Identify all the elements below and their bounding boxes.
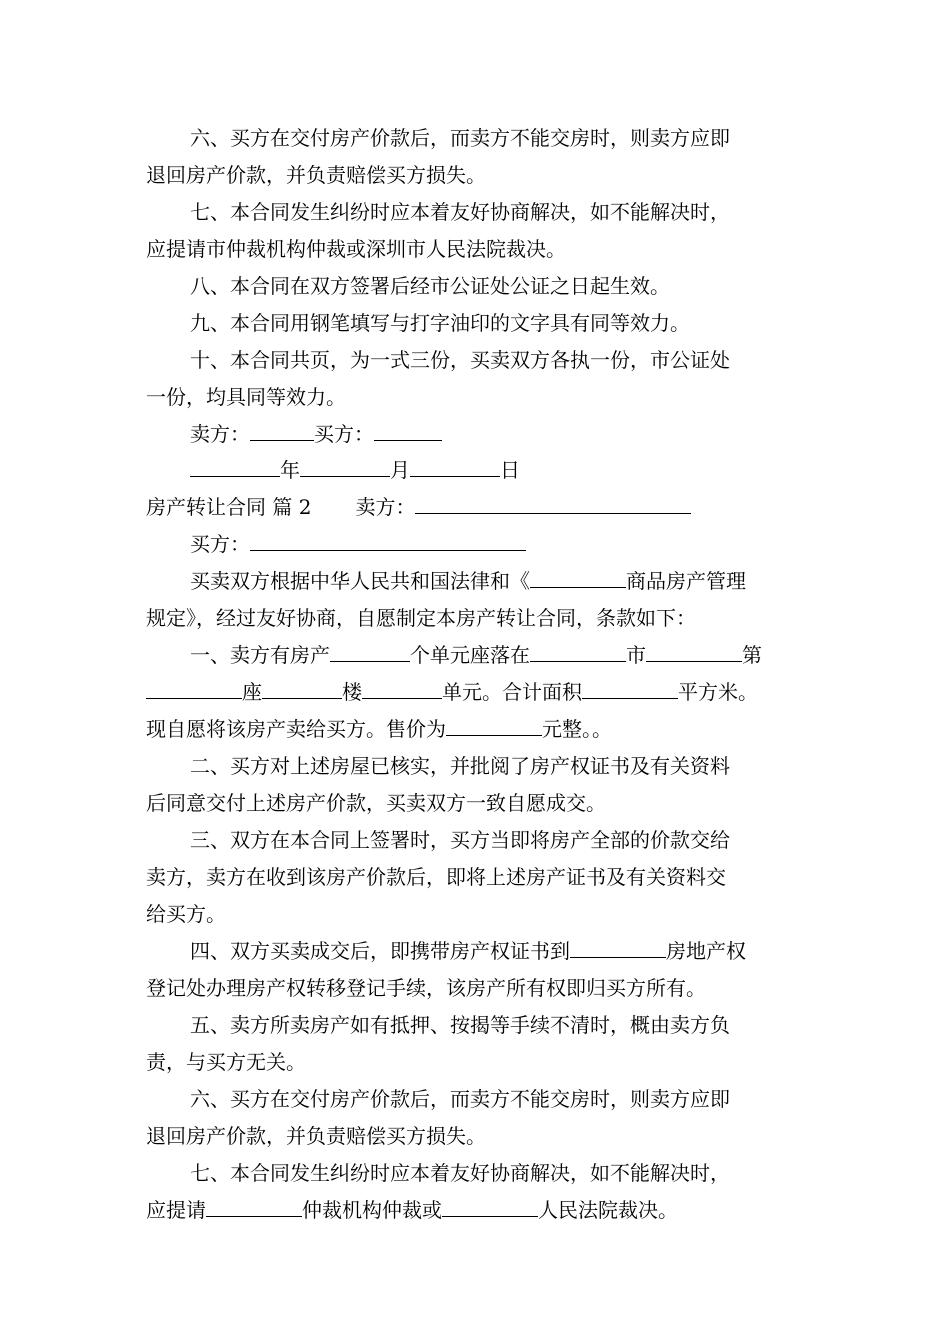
month-label: 月 xyxy=(390,458,410,482)
buyer-label: 买方： xyxy=(190,532,250,556)
text-line: 三、双方在本合同上签署时，买方当即将房产全部的价款交给 xyxy=(190,828,730,852)
text-line: 一份，均具同等效力。 xyxy=(146,385,346,409)
blank-field[interactable] xyxy=(300,456,390,477)
blank-field[interactable] xyxy=(570,937,666,958)
text-line: 四、双方买卖成交后，即携带房产权证书到 房地产权 xyxy=(190,939,746,963)
blank-field[interactable] xyxy=(530,641,626,662)
section-title: 房产转让合同 篇 2 xyxy=(146,495,312,519)
text-line: 规定》，经过友好协商，自愿制定本房产转让合同，条款如下： xyxy=(146,606,696,630)
date-line xyxy=(190,456,860,484)
text-line: 八、本合同在双方签署后经市公证处公证之日起生效。 xyxy=(190,274,670,298)
seller-label: 卖方： xyxy=(355,495,416,519)
text-line: 买卖双方根据中华人民共和国法律和《 商品房产管理 xyxy=(190,569,746,593)
blank-field[interactable] xyxy=(446,715,542,736)
blank-field[interactable] xyxy=(646,641,742,662)
text-line: 二、买方对上述房屋已核实，并批阅了房产权证书及有关资料 xyxy=(190,754,730,778)
text-line: 卖方，卖方在收到该房产价款后，即将上述房产证书及有关资料交 xyxy=(146,865,726,889)
blank-field[interactable] xyxy=(330,641,410,662)
text-line: 应提请 仲裁机构仲裁或 人民法院裁决。 xyxy=(146,1198,678,1222)
text-line: 应提请市仲裁机构仲裁或深圳市人民法院裁决。 xyxy=(146,237,566,261)
day-label: 日 xyxy=(500,458,520,482)
signature-line xyxy=(190,420,860,448)
text-line: 五、卖方所卖房产如有抵押、按揭等手续不清时，概由卖方负 xyxy=(190,1013,730,1037)
seller-label: 卖方： xyxy=(190,422,250,446)
text-line: 退回房产价款，并负责赔偿买方损失。 xyxy=(146,163,486,187)
text-line: 九、本合同用钢笔填写与打字油印的文字具有同等效力。 xyxy=(190,311,690,335)
text-line: 七、本合同发生纠纷时应本着友好协商解决，如不能解决时， xyxy=(190,200,730,224)
blank-field[interactable] xyxy=(146,678,242,699)
text-line: 七、本合同发生纠纷时应本着友好协商解决，如不能解决时， xyxy=(190,1161,730,1185)
blank-field[interactable] xyxy=(250,530,526,551)
text-line: 后同意交付上述房产价款，买卖双方一致自愿成交。 xyxy=(146,791,606,815)
text-line: 责，与买方无关。 xyxy=(146,1050,306,1074)
buyer-label: 买方： xyxy=(314,422,374,446)
text-line: 六、买方在交付房产价款后，而卖方不能交房时，则卖方应即 xyxy=(190,126,730,150)
text-line: 十、本合同共页，为一式三份，买卖双方各执一份，市公证处 xyxy=(190,348,730,372)
blank-field[interactable] xyxy=(415,493,691,514)
blank-field[interactable] xyxy=(206,1196,302,1217)
text-line: 六、买方在交付房产价款后，而卖方不能交房时，则卖方应即 xyxy=(190,1087,730,1111)
section-heading-line xyxy=(146,493,816,521)
blank-field[interactable] xyxy=(530,567,626,588)
blank-field[interactable] xyxy=(374,420,442,441)
text-line: 现自愿将该房产卖给买方。售价为 元整。。 xyxy=(146,717,612,741)
blank-field[interactable] xyxy=(362,678,442,699)
blank-field[interactable] xyxy=(262,678,342,699)
year-label: 年 xyxy=(280,458,300,482)
buyer-line xyxy=(190,530,860,558)
text-line: 登记处办理房产权转移登记手续，该房产所有权即归买方所有。 xyxy=(146,976,706,1000)
blank-field[interactable] xyxy=(410,456,500,477)
blank-field[interactable] xyxy=(190,456,280,477)
text-line: 给买方。 xyxy=(146,902,226,926)
text-line: 退回房产价款，并负责赔偿买方损失。 xyxy=(146,1124,486,1148)
blank-field[interactable] xyxy=(250,420,314,441)
text-line: 座 楼 单元。合计面积 平方米。 xyxy=(146,678,816,706)
blank-field[interactable] xyxy=(582,678,678,699)
text-line: 一、卖方有房产 个单元座落在 市 第 xyxy=(190,643,762,667)
blank-field[interactable] xyxy=(442,1196,538,1217)
